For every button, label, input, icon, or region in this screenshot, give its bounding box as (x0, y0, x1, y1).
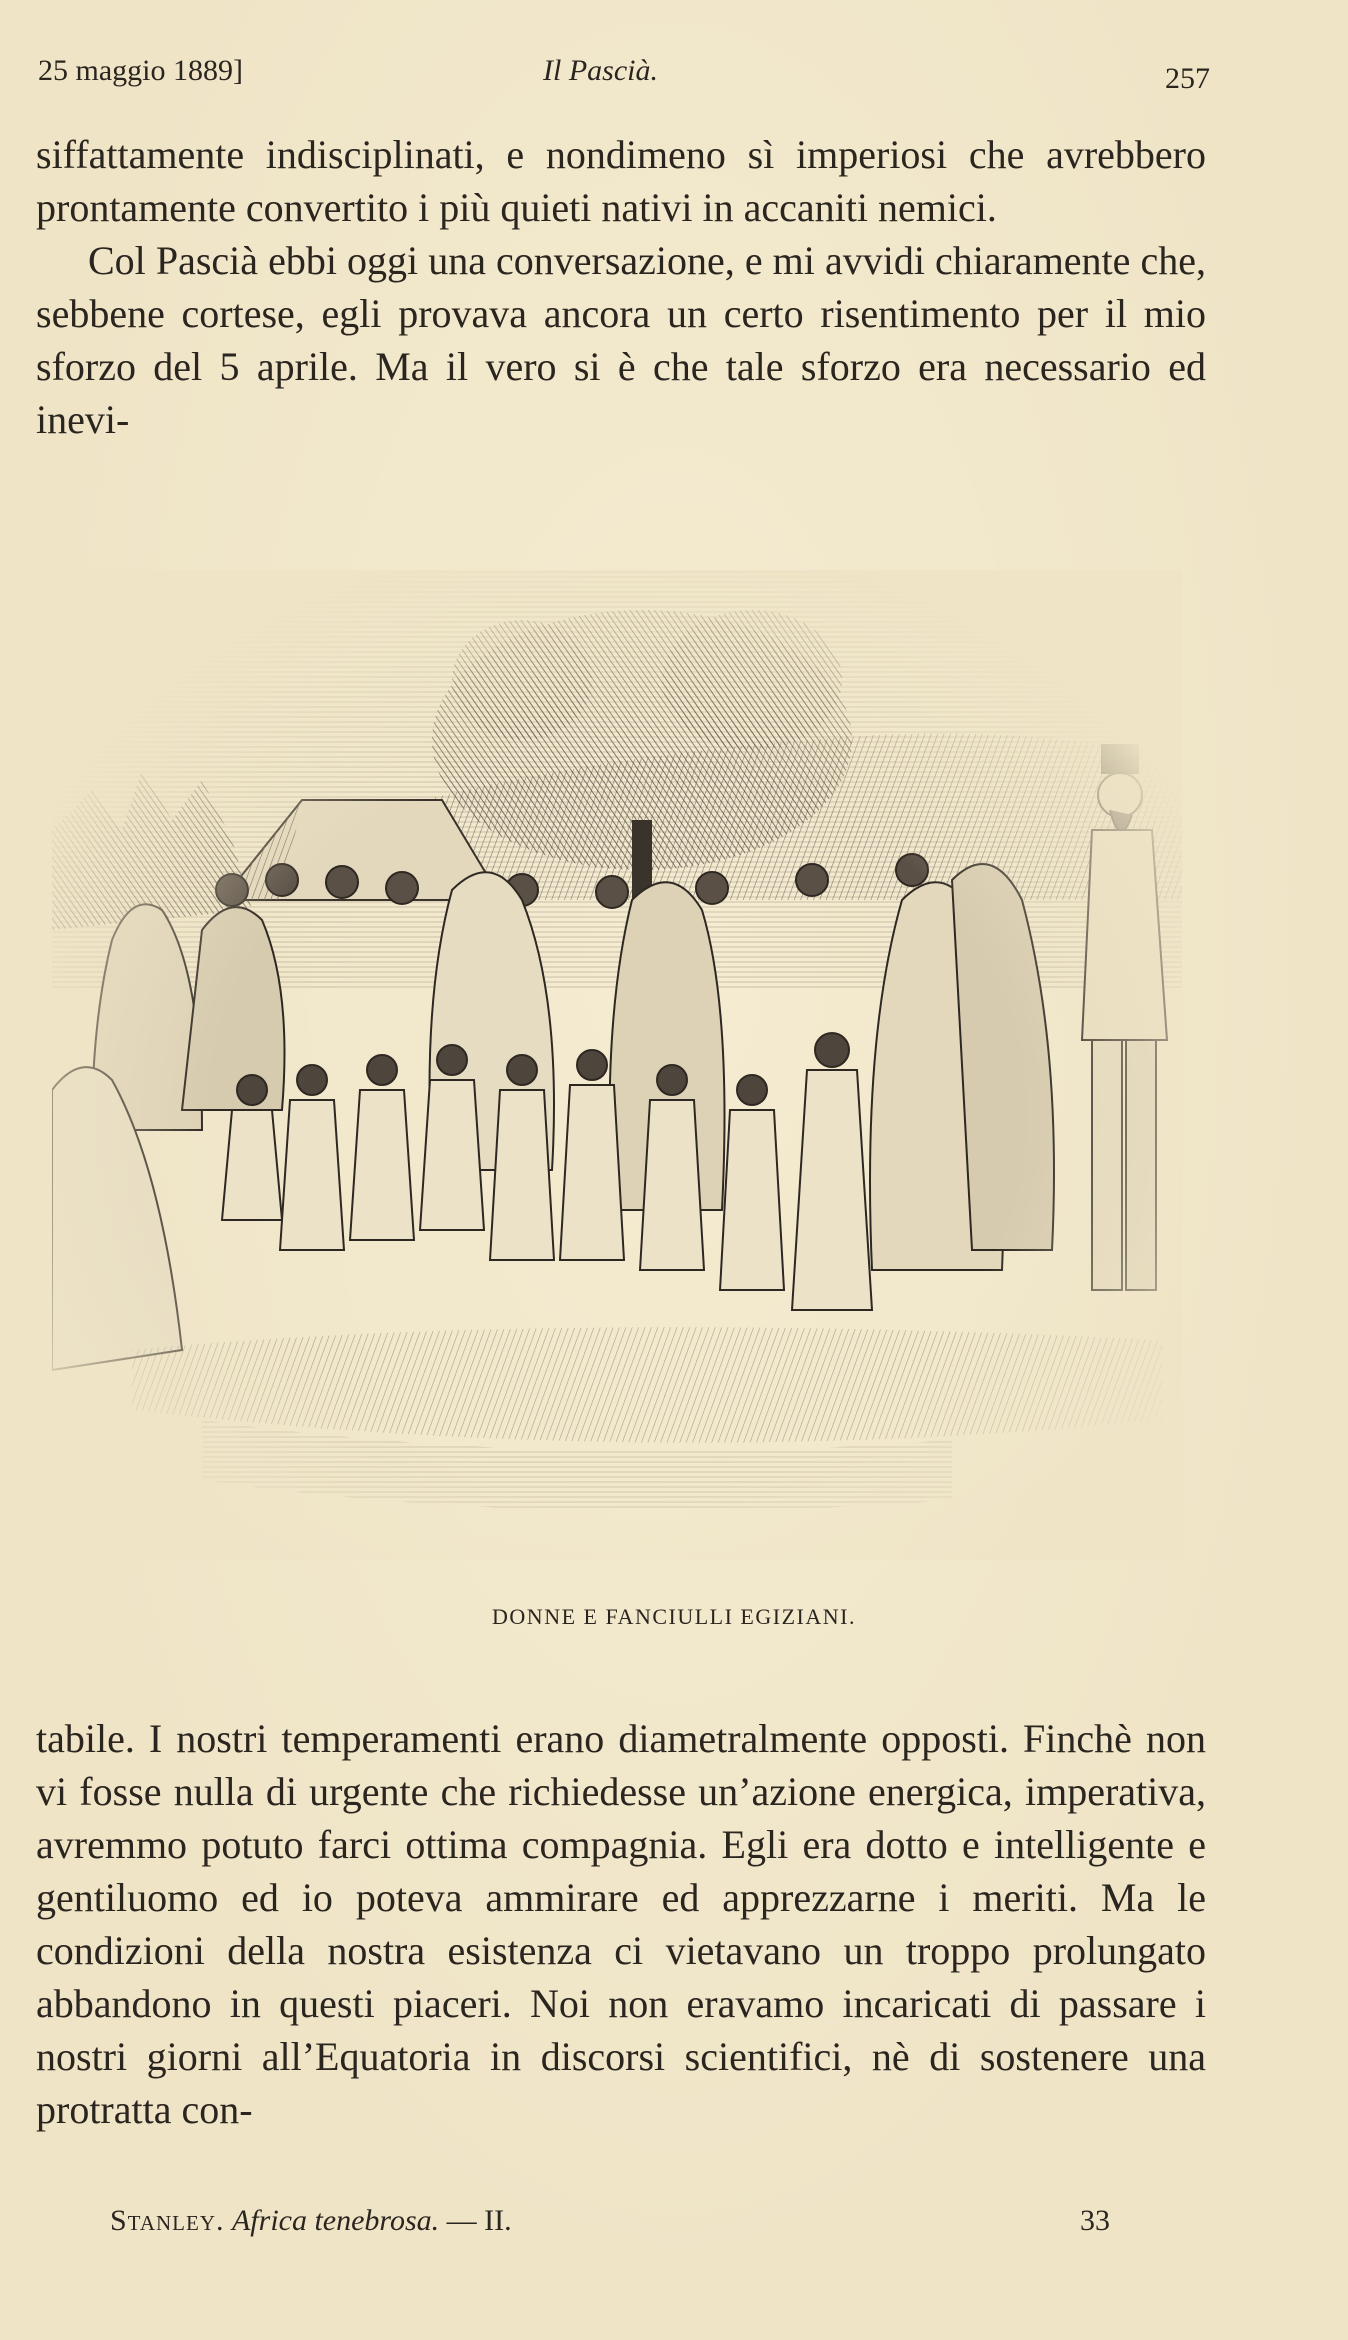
top-text-block (36, 128, 1206, 446)
footer-author: Stanley. (110, 2204, 225, 2237)
engraving-svg (52, 570, 1182, 1560)
vignette (52, 570, 1182, 1560)
footer-volume: — II. (446, 2204, 512, 2237)
running-head-date: 25 maggio 1889] (38, 54, 243, 87)
footer-signature-number: 33 (1080, 2204, 1110, 2237)
footer-book-reference (110, 2204, 512, 2238)
paragraph-continued: siffattamente indisciplinati, e nondimeno sì imperiosi che avrebbero prontamente convertito i più quieti nativi in accaniti nemici. (36, 132, 1206, 230)
engraving-illustration (52, 570, 1182, 1560)
running-head-title: Il Pascià. (543, 54, 658, 87)
figure-caption: DONNE E FANCIULLI EGIZIANI. (492, 1604, 856, 1629)
paragraph-tabile: tabile. I nostri temperamenti erano diametralmente opposti. Finchè non vi fosse nulla di urgente che richiedesse un’azione energica, imperativa, avremmo potuto farci ottima compagnia. Egli era dotto e intelligente e gentiluomo ed io poteva ammirare ed apprezzarne i meriti. Ma le condizioni della nostra esistenza ci vietavano un troppo prolungato abbandono in questi piaceri. Noi non eravamo incaricati di passare i nostri giorni all’Equatoria in discorsi scientifici, nè di sostenere una protratta con- (36, 1716, 1206, 2132)
footer-title: Africa tenebrosa. (231, 2204, 440, 2237)
bottom-text-block (36, 1712, 1206, 2136)
page-number: 257 (1165, 62, 1210, 95)
footer-signature-line (110, 2204, 1110, 2244)
paragraph-pascia: Col Pascià ebbi oggi una conversazione, e mi avvidi chiaramente che, sebbene cortese, egli provava ancora un certo risentimento per il mio sforzo del 5 aprile. Ma il vero si è che tale sforzo era necessario ed inevi- (36, 238, 1206, 442)
running-head (38, 54, 1210, 104)
